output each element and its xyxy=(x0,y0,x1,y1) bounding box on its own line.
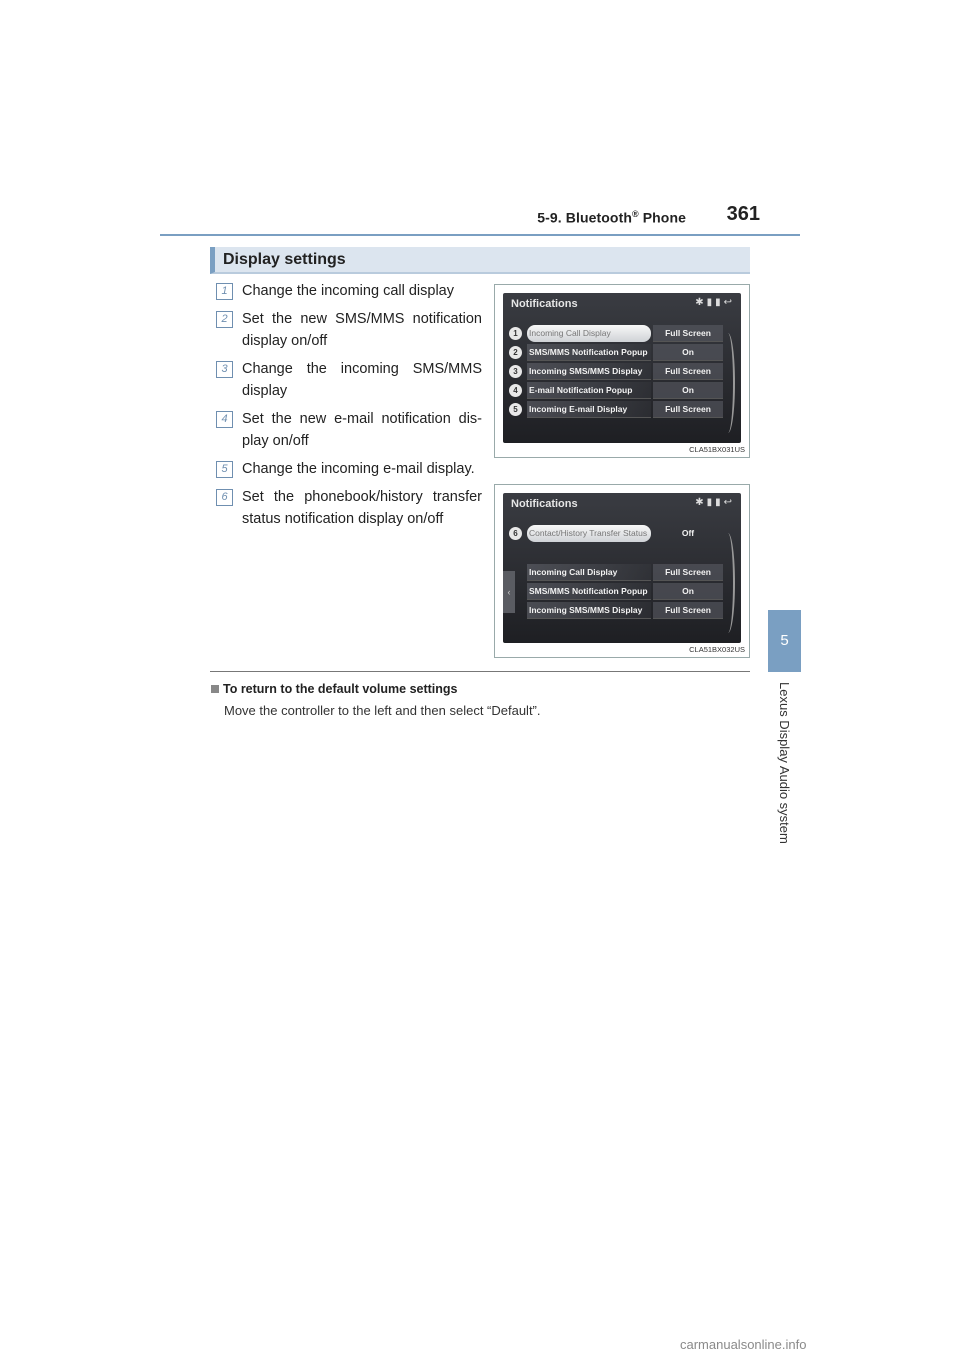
status-icons xyxy=(695,297,735,308)
row-label: Incoming SMS/MMS Display xyxy=(527,363,651,380)
screen-title: Notifications xyxy=(511,498,578,510)
divider xyxy=(210,671,750,672)
row-label: Incoming Call Display xyxy=(527,325,651,342)
section-title-bar xyxy=(210,247,750,274)
figure-code: CLA51BX032US xyxy=(689,645,745,654)
list-item xyxy=(214,408,482,452)
figure-code: CLA51BX031US xyxy=(689,445,745,454)
item-number: 2 xyxy=(216,311,233,328)
note-title: To return to the default volume settings xyxy=(211,682,458,696)
row-value: Full Screen xyxy=(653,401,723,418)
item-text: Set the new e-mail notification dis-play on/off xyxy=(242,411,482,449)
list-item xyxy=(214,358,482,402)
side-menu-tab xyxy=(503,571,515,613)
item-text: Change the incoming call display xyxy=(242,283,454,299)
status-icons xyxy=(695,497,735,508)
bluetooth-icon: ✱ xyxy=(695,297,707,308)
list-item xyxy=(214,280,482,302)
row-number: 2 xyxy=(509,346,522,359)
row-number: 6 xyxy=(509,527,522,540)
watermark: carmanualsonline.info xyxy=(680,1337,807,1352)
row-value: Full Screen xyxy=(653,325,723,342)
row-label: SMS/MMS Notification Popup xyxy=(527,344,651,361)
table-row xyxy=(513,382,731,399)
item-number: 6 xyxy=(216,489,233,506)
display-screen xyxy=(503,293,741,443)
row-label: Contact/History Transfer Status xyxy=(527,525,651,542)
item-number: 5 xyxy=(216,461,233,478)
table-row xyxy=(513,363,731,380)
table-row xyxy=(513,525,731,542)
battery-icon: ▮ xyxy=(715,297,724,308)
notifications-screenshot-2 xyxy=(494,484,750,658)
page-header xyxy=(160,200,800,236)
back-icon: ↩ xyxy=(723,297,735,308)
item-number: 1 xyxy=(216,283,233,300)
item-text: Set the new SMS/MMS notification display on/off xyxy=(242,311,482,349)
section-title: Display settings xyxy=(223,251,346,268)
battery-icon: ▮ xyxy=(715,497,724,508)
table-row xyxy=(513,325,731,342)
section-heading: 5-9. Bluetooth® Phone xyxy=(537,209,686,226)
row-number: 4 xyxy=(509,384,522,397)
page-number: 361 xyxy=(726,203,760,225)
row-label: SMS/MMS Notification Popup xyxy=(527,583,651,600)
table-row xyxy=(527,602,731,619)
notifications-screenshot-1 xyxy=(494,284,750,458)
row-value: On xyxy=(653,583,723,600)
chevron-left-icon: ‹ xyxy=(507,587,511,597)
row-number: 1 xyxy=(509,327,522,340)
signal-icon: ▮ xyxy=(706,297,716,308)
display-screen xyxy=(503,493,741,643)
chapter-label: Lexus Display Audio system xyxy=(777,682,792,844)
item-text: Change the incoming SMS/MMS display xyxy=(242,361,482,399)
row-value: On xyxy=(653,382,723,399)
row-label: E-mail Notification Popup xyxy=(527,382,651,399)
item-number: 4 xyxy=(216,411,233,428)
back-icon: ↩ xyxy=(723,497,735,508)
list-item xyxy=(214,458,482,480)
table-row xyxy=(513,401,731,418)
item-text: Set the phonebook/history transfer status notification display on/off xyxy=(242,489,482,527)
list-item xyxy=(214,308,482,352)
signal-icon: ▮ xyxy=(706,497,716,508)
table-row xyxy=(527,564,731,581)
table-row xyxy=(513,344,731,361)
row-value: Full Screen xyxy=(653,363,723,380)
row-label: Incoming SMS/MMS Display xyxy=(527,602,651,619)
bluetooth-icon: ✱ xyxy=(695,497,707,508)
scroll-arc xyxy=(721,333,735,433)
row-number: 5 xyxy=(509,403,522,416)
row-number: 3 xyxy=(509,365,522,378)
square-bullet-icon xyxy=(211,685,219,693)
row-value: Full Screen xyxy=(653,602,723,619)
table-row xyxy=(527,583,731,600)
item-number: 3 xyxy=(216,361,233,378)
note-body: Move the controller to the left and then select “Default”. xyxy=(224,703,541,718)
item-text: Change the incoming e-mail display. xyxy=(242,461,475,477)
row-value: On xyxy=(653,344,723,361)
row-value: Full Screen xyxy=(653,564,723,581)
screen-title: Notifications xyxy=(511,298,578,310)
row-label: Incoming E-mail Display xyxy=(527,401,651,418)
chapter-tab: 5 xyxy=(768,610,801,672)
list-item xyxy=(214,486,482,530)
scroll-arc xyxy=(721,533,735,633)
row-value: Off xyxy=(681,528,695,538)
item-list xyxy=(214,280,482,536)
row-label: Incoming Call Display xyxy=(527,564,651,581)
